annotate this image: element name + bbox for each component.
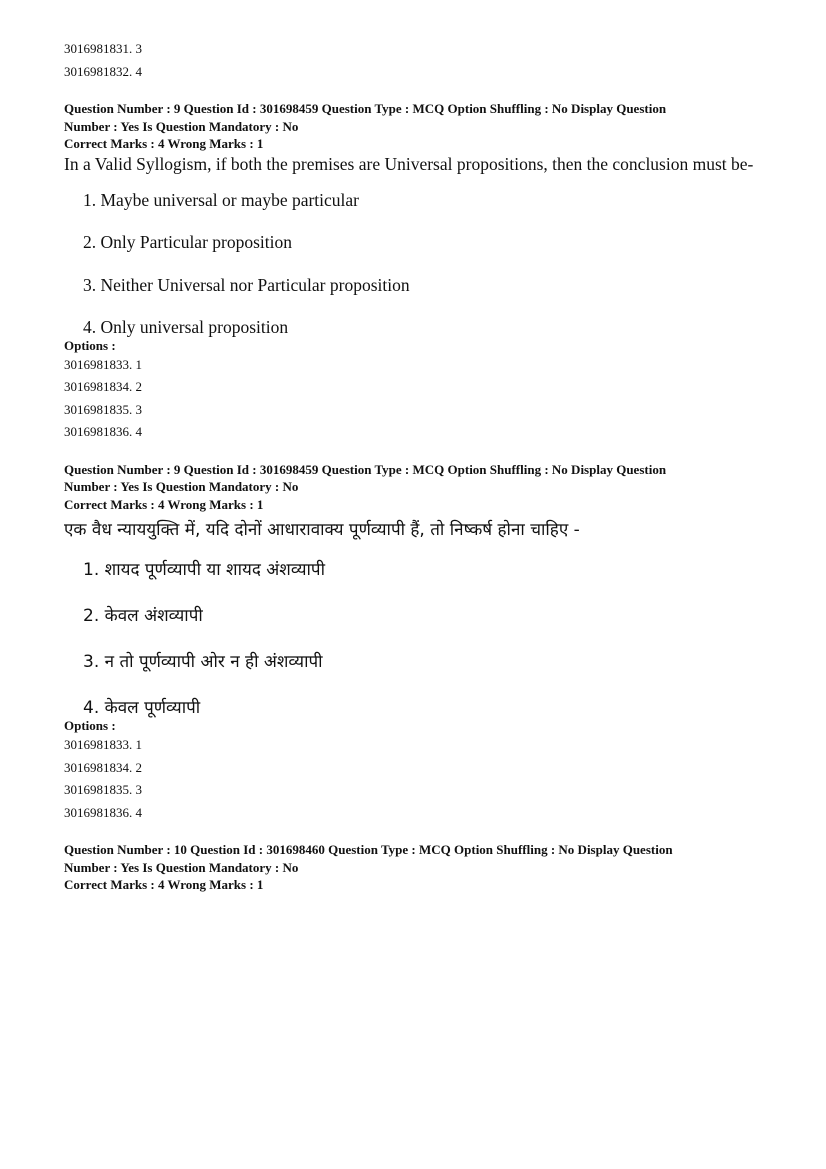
option-id-line: 3016981831. 3: [64, 41, 142, 56]
choice-text: केवल अंशव्यापी: [104, 606, 203, 626]
option-id-list: [64, 734, 774, 824]
question-block-9-en: [64, 100, 774, 444]
choice-text: Only universal proposition: [100, 317, 289, 337]
choice-item: 4. Only universal proposition: [83, 317, 289, 337]
option-id-line: 3016981832. 4: [64, 63, 142, 79]
choice-item: 1. शायद पूर्णव्यापी या शायद अंशव्यापी: [83, 560, 325, 580]
choice-text: Maybe universal or maybe particular: [100, 189, 360, 210]
option-id-list: [64, 354, 774, 444]
question-marks: Correct Marks : 4 Wrong Marks : 1: [64, 496, 264, 512]
choice-item: 2. केवल अंशव्यापी: [83, 606, 203, 626]
option-id-line: 3016981833. 1: [64, 737, 142, 752]
choice-text: केवल पूर्णव्यापी: [104, 698, 201, 718]
option-id-line: 3016981836. 4: [64, 804, 142, 820]
question-meta-line: Question Number : 9 Question Id : 301698459 Question Type : MCQ Option Shuffling : No Display Question: [64, 461, 667, 477]
question-text: एक वैध न्याययुक्ति में, यदि दोनों आधारावाक्य पूर्णव्यापी हैं, तो निष्कर्ष होना चाहिए -: [64, 520, 580, 540]
question-text: In a Valid Syllogism, if both the premises are Universal propositions, then the conclusion must be-: [64, 153, 754, 174]
option-id-line: 3016981833. 1: [64, 356, 142, 372]
question-marks: Correct Marks : 4 Wrong Marks : 1: [64, 877, 264, 892]
choice-item: 2. Only Particular proposition: [83, 232, 293, 252]
question-meta-line: Number : Yes Is Question Mandatory : No: [64, 479, 299, 494]
choice-item: 3. न तो पूर्णव्यापी ओर न ही अंशव्यापी: [83, 652, 323, 672]
choice-item: 4. केवल पूर्णव्यापी: [83, 698, 201, 718]
option-id-line: 3016981836. 4: [64, 424, 142, 439]
choice-list: [83, 558, 774, 742]
choice-text: न तो पूर्णव्यापी ओर न ही अंशव्यापी: [104, 652, 323, 672]
choice-text: Neither Universal nor Particular proposition: [100, 274, 410, 295]
question-block-10: [64, 841, 774, 894]
question-meta-line: Number : Yes Is Question Mandatory : No: [64, 118, 299, 134]
option-id-line: 3016981834. 2: [64, 759, 142, 775]
option-id-line: 3016981835. 3: [64, 782, 142, 797]
question-meta-line: Question Number : 9 Question Id : 301698459 Question Type : MCQ Option Shuffling : No Display Question: [64, 101, 667, 116]
options-label: Options :: [64, 718, 116, 733]
question-marks: Correct Marks : 4 Wrong Marks : 1: [64, 136, 264, 151]
choice-text: Only Particular proposition: [100, 232, 293, 252]
document-page: [64, 38, 774, 894]
choice-item: 3. Neither Universal nor Particular proposition: [83, 274, 410, 295]
question-meta-line: Number : Yes Is Question Mandatory : No: [64, 859, 299, 875]
choice-item: 1. Maybe universal or maybe particular: [83, 189, 360, 210]
options-label: Options :: [64, 337, 116, 353]
option-id-line: 3016981834. 2: [64, 379, 142, 394]
previous-options: [64, 38, 774, 83]
choice-list: [83, 189, 774, 359]
question-block-9-hi: [64, 461, 774, 825]
option-id-line: 3016981835. 3: [64, 401, 142, 417]
question-meta-line: Question Number : 10 Question Id : 301698460 Question Type : MCQ Option Shuffling : No Display Question: [64, 842, 673, 857]
choice-text: शायद पूर्णव्यापी या शायद अंशव्यापी: [104, 560, 325, 580]
